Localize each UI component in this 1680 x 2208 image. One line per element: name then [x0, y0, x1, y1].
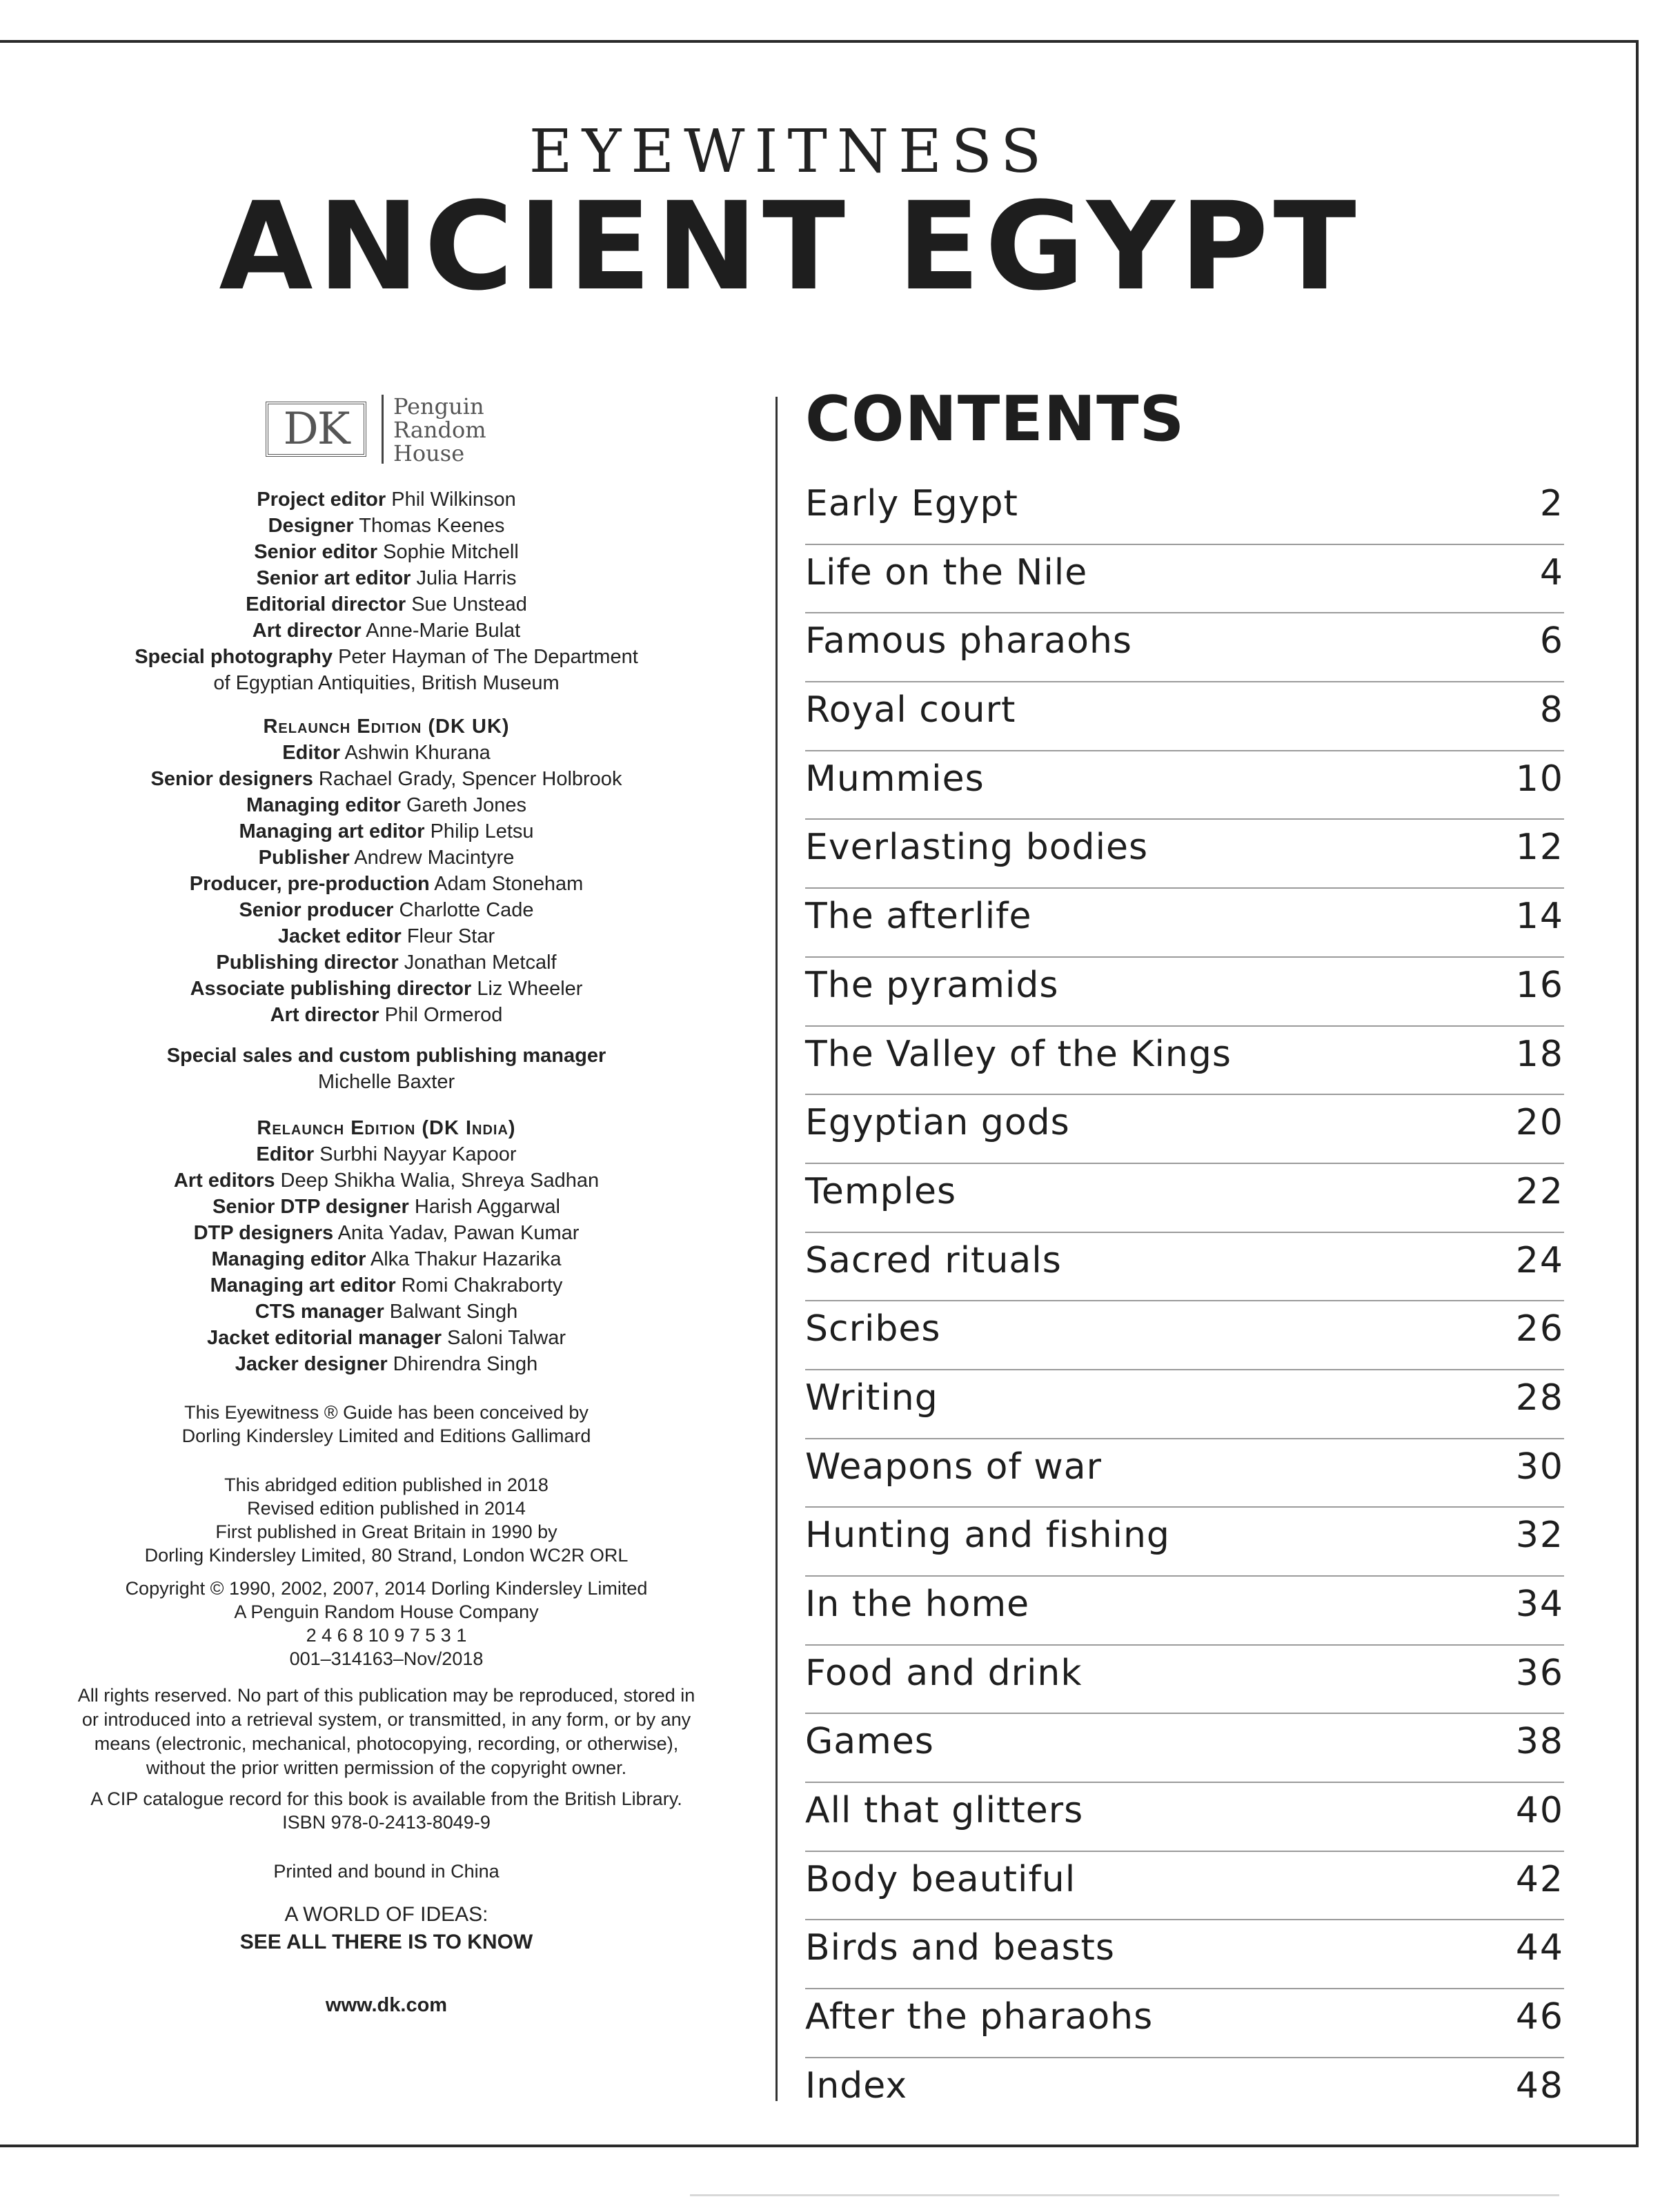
toc-entry[interactable]: [805, 1301, 1564, 1370]
toc-page-number: 20: [1515, 1102, 1564, 1144]
credit-line: Editor Ashwin Khurana: [282, 742, 491, 764]
toc-title: The afterlife: [805, 896, 1032, 938]
text-line: This abridged edition published in 2018: [224, 1475, 549, 1495]
credit-name: Michelle Baxter: [317, 1071, 455, 1093]
toc-title: The pyramids: [805, 964, 1059, 1006]
prh-line: Penguin: [393, 393, 484, 420]
text-line: A Penguin Random House Company: [234, 1601, 539, 1622]
toc-entry[interactable]: [805, 1095, 1564, 1164]
toc-entry[interactable]: [805, 476, 1564, 545]
credit-line: Project editor Phil Wilkinson: [257, 489, 516, 511]
credit-line: Managing editor Alka Thakur Hazarika: [211, 1248, 562, 1270]
credit-line: Editor Surbhi Nayyar Kapoor: [256, 1143, 517, 1165]
toc-page-number: 26: [1515, 1308, 1564, 1350]
toc-title: Mummies: [805, 758, 985, 800]
toc-title: Early Egypt: [805, 483, 1018, 524]
toc-title: Weapons of war: [805, 1446, 1103, 1488]
credit-line: Editorial director Sue Unstead: [246, 593, 527, 615]
toc-page-number: 28: [1515, 1377, 1564, 1419]
toc-title: Life on the Nile: [805, 551, 1088, 593]
toc-page-number: 4: [1539, 551, 1564, 593]
toc-entry[interactable]: [805, 1164, 1564, 1233]
text-line: without the prior written permission of the copyright owner.: [146, 1757, 627, 1778]
toc-page-number: 14: [1515, 896, 1564, 938]
toc-title: Hunting and fishing: [805, 1515, 1170, 1557]
printed-note: [41, 1860, 731, 1883]
toc-entry[interactable]: [805, 751, 1564, 820]
toc-title: Writing: [805, 1377, 938, 1419]
toc-entry[interactable]: [805, 1508, 1564, 1577]
toc-entry[interactable]: [805, 958, 1564, 1027]
toc-page-number: 34: [1515, 1584, 1564, 1625]
toc-page-number: 8: [1539, 689, 1564, 731]
toc-entry[interactable]: [805, 889, 1564, 958]
credit-line: Managing editor Gareth Jones: [246, 794, 527, 816]
credits-special-sales: [41, 1043, 731, 1095]
toc-entry[interactable]: [805, 820, 1564, 889]
toc-page-number: 48: [1515, 2064, 1564, 2107]
toc-entry[interactable]: [805, 545, 1564, 614]
toc-entry[interactable]: [805, 1646, 1564, 1715]
toc-page-number: 46: [1515, 1996, 1564, 2038]
page-frame-right: [1636, 40, 1639, 2147]
credit-line: Jacket editorial manager Saloni Talwar: [206, 1327, 566, 1349]
section-heading: Relaunch Edition (DK UK): [263, 716, 510, 738]
toc-page-number: 44: [1515, 1927, 1564, 1969]
conceived-note: [41, 1401, 731, 1448]
toc-title: Famous pharaohs: [805, 620, 1132, 662]
toc-title: All that glitters: [805, 1790, 1084, 1832]
credit-line: Senior editor Sophie Mitchell: [254, 541, 519, 563]
print-code: 001–314163–Nov/2018: [289, 1648, 484, 1669]
toc-title: Food and drink: [805, 1652, 1083, 1694]
credit-line: Publishing director Jonathan Metcalf: [216, 952, 557, 974]
prh-line: Random: [393, 417, 486, 443]
toc-page-number: 40: [1515, 1790, 1564, 1832]
text-line: Printed and bound in China: [273, 1861, 500, 1882]
toc-entry[interactable]: [805, 1439, 1564, 1508]
credits-relaunch-india: [41, 1115, 731, 1377]
prh-line: House: [393, 440, 465, 466]
toc-title: Royal court: [805, 689, 1016, 731]
toc-title: After the pharaohs: [805, 1996, 1154, 2038]
credit-line: Managing art editor Romi Chakraborty: [210, 1274, 563, 1297]
toc-entry[interactable]: [805, 2058, 1564, 2127]
book-title: ANCIENT EGYPT: [219, 176, 1361, 317]
toc-entry[interactable]: [805, 1783, 1564, 1852]
credit-role: Special sales and custom publishing manager: [166, 1045, 606, 1067]
credit-line: CTS manager Balwant Singh: [255, 1301, 518, 1323]
credit-line: Associate publishing director Liz Wheeler: [190, 978, 583, 1000]
toc-entry[interactable]: [805, 1233, 1564, 1302]
toc-page-number: 38: [1515, 1721, 1564, 1763]
credit-line: Senior DTP designer Harish Aggarwal: [213, 1196, 560, 1218]
toc-title: The Valley of the Kings: [805, 1033, 1232, 1075]
toc-page-number: 36: [1515, 1652, 1564, 1694]
credits-main: [41, 486, 731, 696]
credit-line: Art director Phil Ormerod: [270, 1004, 503, 1026]
credit-line: Art editors Deep Shikha Walia, Shreya Sadhan: [173, 1170, 600, 1192]
website-url[interactable]: www.dk.com: [325, 1994, 448, 2016]
toc-title: Body beautiful: [805, 1858, 1076, 1900]
penguin-random-house-logo: [393, 395, 486, 465]
credit-line: Senior designers Rachael Grady, Spencer Holbrook: [150, 768, 622, 790]
toc-title: Temples: [805, 1170, 957, 1212]
toc-title: Scribes: [805, 1308, 941, 1350]
toc-page-number: 6: [1539, 620, 1564, 662]
toc-page-number: 42: [1515, 1858, 1564, 1900]
section-heading: Relaunch Edition (DK India): [257, 1117, 516, 1139]
toc-page-number: 16: [1515, 964, 1564, 1006]
toc-entry[interactable]: [805, 682, 1564, 751]
credit-line: Art director Anne-Marie Bulat: [252, 620, 521, 642]
credit-line: Senior art editor Julia Harris: [256, 567, 517, 589]
toc-entry[interactable]: [805, 1920, 1564, 1989]
toc-page-number: 30: [1515, 1446, 1564, 1488]
text-line: Copyright © 1990, 2002, 2007, 2014 Dorling Kindersley Limited: [125, 1578, 648, 1599]
credit-line: of Egyptian Antiquities, British Museum: [213, 672, 560, 694]
isbn: ISBN 978-0-2413-8049-9: [282, 1812, 491, 1833]
toc-page-number: 32: [1515, 1515, 1564, 1557]
printing-numbers: 2 4 6 8 10 9 7 5 3 1: [306, 1625, 467, 1646]
logo-divider: [382, 395, 384, 464]
toc-page-number: 24: [1515, 1239, 1564, 1281]
credit-line: Producer, pre-production Adam Stoneham: [189, 873, 584, 895]
slogan-line: SEE ALL THERE IS TO KNOW: [239, 1931, 533, 1953]
text-line: Dorling Kindersley Limited, 80 Strand, London WC2R ORL: [144, 1545, 629, 1566]
text-line: All rights reserved. No part of this publication may be reproduced, stored in: [77, 1685, 695, 1706]
toc-entry[interactable]: [805, 1370, 1564, 1439]
toc-title: Index: [805, 2064, 908, 2107]
credit-line: DTP designers Anita Yadav, Pawan Kumar: [193, 1222, 580, 1244]
credits-relaunch-uk: [41, 713, 731, 1028]
credit-line: Designer Thomas Keenes: [268, 515, 505, 537]
toc-title: Everlasting bodies: [805, 827, 1149, 869]
credit-line: Jacker designer Dhirendra Singh: [235, 1353, 538, 1375]
credit-line: Publisher Andrew Macintyre: [258, 847, 515, 869]
credit-line: Jacket editor Fleur Star: [277, 925, 495, 947]
rights-notice: [41, 1684, 731, 1780]
text-line: Dorling Kindersley Limited and Editions Gallimard: [181, 1426, 591, 1446]
toc-entry[interactable]: [805, 1027, 1564, 1096]
column-divider: [775, 397, 778, 2101]
website-link[interactable]: [41, 1993, 731, 2018]
page-shadow: [690, 2194, 1559, 2196]
credit-line: Managing art editor Philip Letsu: [239, 820, 534, 842]
toc-title: Sacred rituals: [805, 1239, 1062, 1281]
text-line: or introduced into a retrieval system, or transmitted, in any form, or by any: [81, 1709, 691, 1730]
cip-record: [41, 1787, 731, 1834]
toc-title: Birds and beasts: [805, 1927, 1116, 1969]
toc-page-number: 2: [1539, 483, 1564, 524]
toc-entry[interactable]: [805, 1577, 1564, 1646]
text-line: This Eyewitness ® Guide has been conceived by: [184, 1402, 589, 1423]
toc-page-number: 22: [1515, 1170, 1564, 1212]
toc-entry[interactable]: [805, 1989, 1564, 2058]
slogan: [41, 1901, 731, 1956]
dk-logo: DK: [266, 402, 366, 457]
toc-title: Games: [805, 1721, 934, 1763]
toc-entry[interactable]: [805, 613, 1564, 682]
text-line: Revised edition published in 2014: [247, 1498, 526, 1519]
contents-heading: CONTENTS: [805, 383, 1185, 455]
text-line: First published in Great Britain in 1990 by: [215, 1521, 557, 1542]
page-frame-bottom: [0, 2145, 1639, 2147]
toc-page-number: 18: [1515, 1033, 1564, 1075]
copyright-block: [41, 1577, 731, 1670]
slogan-line: A WORLD OF IDEAS:: [284, 1903, 488, 1926]
text-line: A CIP catalogue record for this book is available from the British Library.: [90, 1788, 682, 1809]
toc-title: In the home: [805, 1584, 1030, 1625]
edition-info: [41, 1473, 731, 1567]
table-of-contents: [805, 476, 1564, 2127]
text-line: means (electronic, mechanical, photocopying, recording, or otherwise),: [94, 1733, 679, 1754]
series-title: EYEWITNESS: [528, 117, 1051, 186]
toc-page-number: 10: [1515, 758, 1564, 800]
toc-entry[interactable]: [805, 1852, 1564, 1921]
toc-entry[interactable]: [805, 1714, 1564, 1783]
toc-page-number: 12: [1515, 827, 1564, 869]
toc-title: Egyptian gods: [805, 1102, 1070, 1144]
credit-line: Senior producer Charlotte Cade: [239, 899, 534, 921]
page-frame-top: [0, 40, 1639, 43]
credit-line: Special photography Peter Hayman of The Department: [135, 646, 638, 668]
